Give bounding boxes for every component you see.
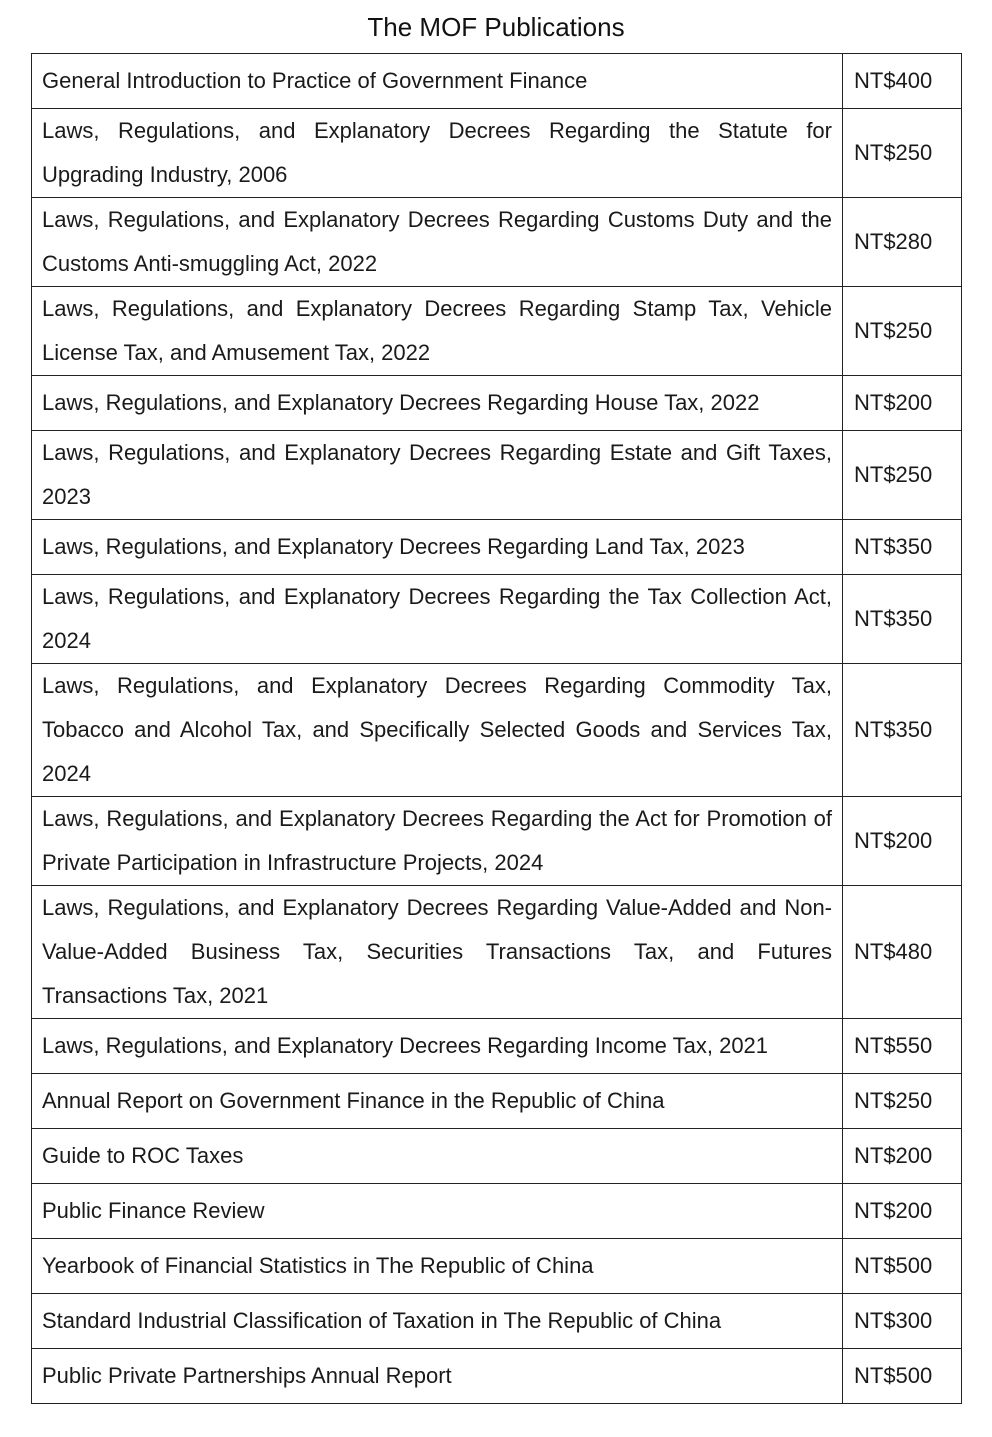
publication-title: Laws, Regulations, and Explanatory Decrees Regarding Land Tax, 2023 bbox=[32, 520, 843, 575]
publication-price: NT$200 bbox=[843, 1129, 962, 1184]
publication-price: NT$350 bbox=[843, 664, 962, 797]
publication-title: Public Private Partnerships Annual Report bbox=[32, 1349, 843, 1404]
publication-price: NT$250 bbox=[843, 431, 962, 520]
publication-price: NT$200 bbox=[843, 376, 962, 431]
table-row bbox=[32, 1239, 962, 1294]
publication-title: Public Finance Review bbox=[32, 1184, 843, 1239]
table-row bbox=[32, 287, 962, 376]
publication-title: Laws, Regulations, and Explanatory Decrees Regarding the Tax Collection Act, 2024 bbox=[32, 575, 843, 664]
table-row bbox=[32, 1294, 962, 1349]
table-row bbox=[32, 54, 962, 109]
publication-price: NT$350 bbox=[843, 575, 962, 664]
publication-price: NT$550 bbox=[843, 1019, 962, 1074]
publication-price: NT$500 bbox=[843, 1349, 962, 1404]
publication-title: Laws, Regulations, and Explanatory Decrees Regarding House Tax, 2022 bbox=[32, 376, 843, 431]
publication-title: Yearbook of Financial Statistics in The Republic of China bbox=[32, 1239, 843, 1294]
publication-title: Annual Report on Government Finance in the Republic of China bbox=[32, 1074, 843, 1129]
publication-price: NT$200 bbox=[843, 797, 962, 886]
publication-price: NT$350 bbox=[843, 520, 962, 575]
publication-price: NT$500 bbox=[843, 1239, 962, 1294]
table-row bbox=[32, 431, 962, 520]
table-row bbox=[32, 198, 962, 287]
table-row bbox=[32, 664, 962, 797]
publication-title: Laws, Regulations, and Explanatory Decrees Regarding the Statute for Upgrading Industry, 2006 bbox=[32, 109, 843, 198]
publication-title: Laws, Regulations, and Explanatory Decrees Regarding the Act for Promotion of Private Participation in Infrastructure Projects, 2024 bbox=[32, 797, 843, 886]
publication-price: NT$300 bbox=[843, 1294, 962, 1349]
publication-title: Laws, Regulations, and Explanatory Decrees Regarding Stamp Tax, Vehicle License Tax, and Amusement Tax, 2022 bbox=[32, 287, 843, 376]
publication-price: NT$200 bbox=[843, 1184, 962, 1239]
table-row bbox=[32, 1129, 962, 1184]
publication-title: Laws, Regulations, and Explanatory Decrees Regarding Income Tax, 2021 bbox=[32, 1019, 843, 1074]
publication-price: NT$250 bbox=[843, 109, 962, 198]
publication-title: Laws, Regulations, and Explanatory Decrees Regarding Estate and Gift Taxes, 2023 bbox=[32, 431, 843, 520]
table-row bbox=[32, 520, 962, 575]
table-row bbox=[32, 575, 962, 664]
table-row bbox=[32, 1349, 962, 1404]
publication-price: NT$250 bbox=[843, 1074, 962, 1129]
publication-title: Guide to ROC Taxes bbox=[32, 1129, 843, 1184]
table-row bbox=[32, 1074, 962, 1129]
publication-title: Laws, Regulations, and Explanatory Decrees Regarding Commodity Tax, Tobacco and Alcohol Tax, and Specifically Selected Goods and Services Tax, 2024 bbox=[32, 664, 843, 797]
publications-table bbox=[31, 53, 962, 1404]
publication-price: NT$400 bbox=[843, 54, 962, 109]
publication-price: NT$280 bbox=[843, 198, 962, 287]
publication-title: General Introduction to Practice of Government Finance bbox=[32, 54, 843, 109]
publication-price: NT$480 bbox=[843, 886, 962, 1019]
publications-table-body bbox=[32, 54, 962, 1404]
table-row bbox=[32, 797, 962, 886]
publication-title: Standard Industrial Classification of Taxation in The Republic of China bbox=[32, 1294, 843, 1349]
page-title: The MOF Publications bbox=[367, 12, 625, 42]
publication-title: Laws, Regulations, and Explanatory Decrees Regarding Customs Duty and the Customs Anti-smuggling Act, 2022 bbox=[32, 198, 843, 287]
table-row bbox=[32, 376, 962, 431]
publication-price: NT$250 bbox=[843, 287, 962, 376]
table-row bbox=[32, 1019, 962, 1074]
table-row bbox=[32, 109, 962, 198]
publication-title: Laws, Regulations, and Explanatory Decrees Regarding Value-Added and Non-Value-Added Business Tax, Securities Transactions Tax, and Futures Transactions Tax, 2021 bbox=[32, 886, 843, 1019]
table-row bbox=[32, 1184, 962, 1239]
table-row bbox=[32, 886, 962, 1019]
